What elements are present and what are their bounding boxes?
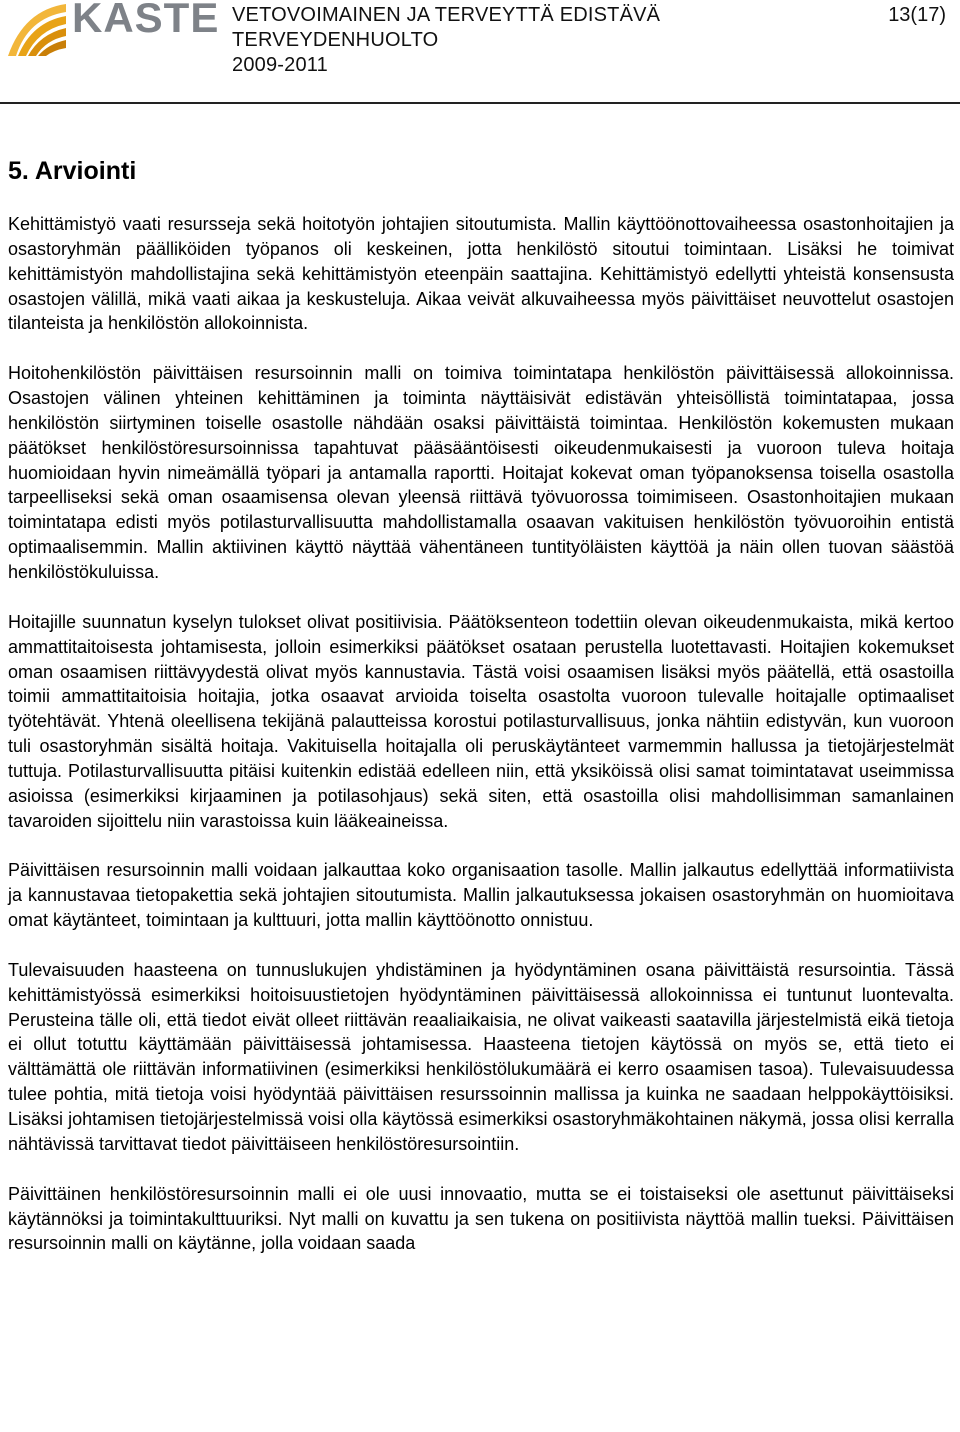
- paragraph-4: Päivittäisen resursoinnin malli voidaan jalkauttaa koko organisaation tasolle. Mallin jalkautus edellyttää informatiivista ja kannustavaa tietopakettia sekä johtajien sitoutumista. Mallin jalkautuksessa jokaisen osastoryhmän on huomioitava omat käytänteet, toimintaan ja kulttuuri, jotta mallin käyttöönotto onnistuu.: [8, 860, 954, 931]
- paragraph-2: Hoitohenkilöstön päivittäisen resursoinnin malli on toimiva toimintatapa henkilöstön päivittäisessä allokoinnissa. Osastojen välinen yhteinen kehittäminen ja toiminta näyttäisivät edistävän yhteisöllistä toimintatapaa, jossa henkilöstön siirtyminen toiselle osastolle nähdään osaksi päivittäistä toimintaa. Henkilöstön kokemusten mukaan päätökset henkilöstöresursoinnissa tapahtuvat pääsääntöisesti oikeudenmukaisesti ja vuoroon tuleva hoitaja huomioidaan hyvin nimeämällä työpari ja antamalla raportti. Hoitajat kokevat oman työpanoksensa toisella osastolla tarpeelliseksi sekä oman osaamisensa olevan yleensä riittävä työvuorossa toimimiseen. Osastonhoitajien mukaan toimintatapa edisti myös potilasturvallisuutta mahdollistamalla osaavan vakituisen henkilöstön työvuoroihin entistä optimaalisemmin. Mallin aktiivinen käyttö näyttää vähentäneen tuntityöläisten käyttöä ja näin ollen tuovan säästöä henkilöstökuluissa.: [8, 363, 954, 582]
- document-title: [232, 3, 660, 78]
- title-line-1: VETOVOIMAINEN JA TERVEYTTÄ EDISTÄVÄ: [232, 4, 661, 26]
- paragraph-3: Hoitajille suunnatun kyselyn tulokset olivat positiivisia. Päätöksenteon todettiin olevan oikeudenmukaista, mikä kertoo ammattitaitoisesta johtamisesta, jolloin esimerkiksi päätökset osataan perustella luotettavasti. Hoitajien kokemukset oman osaamisen riittävyydestä olivat myös kannustavia. Tästä voisi osaamisen lisäksi myös päätellä, että osastoilla toimii ammattitaitoisia hoitajia, jotka osaavat arvioida toiselta osastolta vuoroon tulevalle hoitajalle optimaaliset työtehtävät. Yhtenä oleellisena tekijänä palautteissa korostui potilasturvallisuus, jonka nähtiin edistyvän, kun vuoroon tuli osastoryhmän sisältä hoitaja. Vakituisella hoitajalla oli peruskäytänteet varmemmin hallussa ja tietojärjestelmät tuttuja. Potilasturvallisuutta pitäisi kuitenkin edistää edelleen niin, että yksiköissä olisi samat toimintatavat useimmissa asioissa (esimerkiksi kirjaaminen ja potilasohjaus) sekä siten, että osastoilla olisi mahdollisimman samanlainen tavaroiden sijoittelu niin varastoissa kuin lääkeaineissa.: [8, 611, 954, 831]
- title-line-2: TERVEYDENHUOLTO: [232, 29, 439, 51]
- body-text: [8, 212, 954, 1281]
- kaste-logo-mark-icon: [6, 0, 68, 58]
- section-heading: 5. Arviointi: [8, 157, 137, 185]
- paragraph-1: Kehittämistyö vaati resursseja sekä hoitotyön johtajien sitoutumista. Mallin käyttöönottovaiheessa osastonhoitajien ja osastoryhmän päälliköiden työpanos oli keskeinen, jotta henkilöstö sitoutui toimintaan. Lisäksi he toimivat kehittämistyön mahdollistajina sekä kehittämistyön eteenpäin saattajina. Kehittämistyö edellytti yhteistä konsensusta osastojen välillä, mikä vaati aikaa ja keskusteluja. Aikaa veivät alkuvaiheessa myös päivittäiset neuvottelut osastojen tilanteista ja henkilöstön allokoinnista.: [8, 214, 954, 334]
- kaste-logo: [6, 0, 220, 58]
- logo-wordmark: KASTE: [72, 0, 220, 41]
- paragraph-5: Tulevaisuuden haasteena on tunnuslukujen yhdistäminen ja hyödyntäminen osana päivittäistä resursointia. Tässä kehittämistyössä esimerkiksi hoitoisuustietojen hyödyntäminen päivittäisessä allokoinnissa ei tuntunut luontevalta. Perusteina tälle oli, että tiedot eivät olleet riittävän reaaliaikaisia, ne olivat vaikeasti saatavilla järjestelmistä eikä tietoja ei ollut totuttu käyttämään päivittäisessä johtamisessa. Haasteena tietojen käytössä on myös se, että tieto ei välttämättä ole riittävän informatiivinen (esimerkiksi henkilöstölukumäärä ei kerro osaamisen tasoa). Tulevaisuudessa tulee pohtia, mitä tietoja voisi hyödyntää päivittäisen resurssoinnin mallissa ja kuinka ne saadaan helppokäyttöisiksi. Lisäksi johtamisen tietojärjestelmissä voisi olla käytössä esimerkiksi osastoryhmäkohtainen näkymä, jossa olisi kerralla nähtävissä tarvittavat tiedot päivittäiseen henkilöstöresursointiin.: [8, 959, 954, 1154]
- header-divider: [0, 102, 960, 104]
- page-header: [0, 0, 960, 106]
- paragraph-6: Päivittäinen henkilöstöresursoinnin malli ei ole uusi innovaatio, mutta se ei toistaiseksi ole asettunut päivittäiseksi käytännöksi ja toimintakulttuuriksi. Nyt malli on kuvattu ja sen tukena on positiivista näyttöä mallin tueksi. Päivittäisen resursoinnin malli on käytänne, jolla voidaan saada: [8, 1183, 954, 1254]
- title-line-3: 2009-2011: [232, 54, 328, 76]
- page-number: 13(17): [888, 4, 946, 26]
